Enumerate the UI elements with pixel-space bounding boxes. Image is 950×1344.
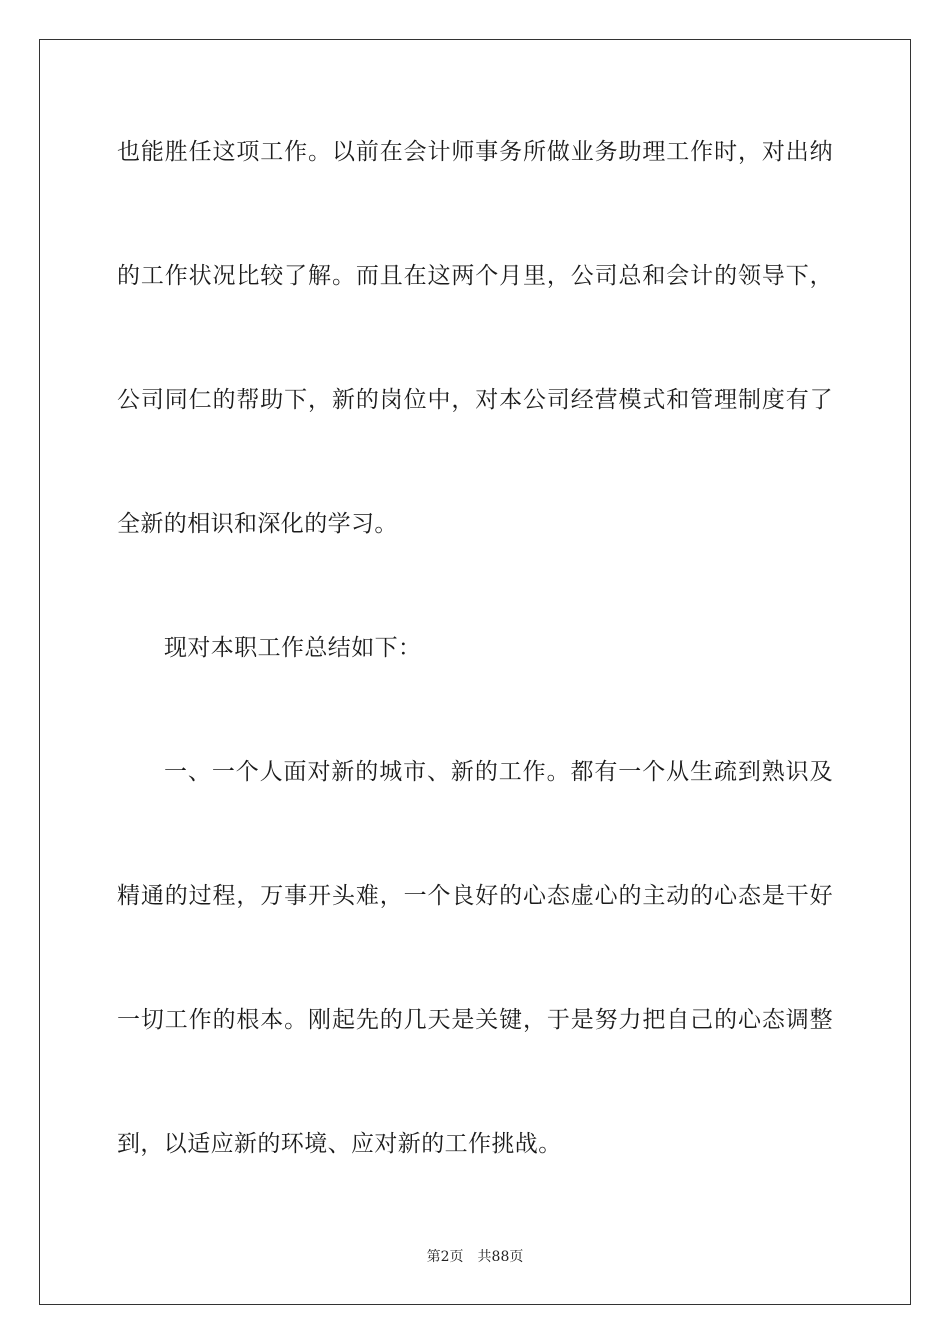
body-text-line: 一、一个人面对新的城市、新的工作。都有一个从生疏到熟识及 <box>164 759 833 785</box>
page-total: 共88页 <box>477 1249 524 1265</box>
body-text-line: 也能胜任这项工作。以前在会计师事务所做业务助理工作时，对出纳 <box>117 139 833 165</box>
page-border <box>39 39 911 1305</box>
body-text-line: 公司同仁的帮助下，新的岗位中，对本公司经营模式和管理制度有了 <box>117 387 833 413</box>
body-text-line: 到，以适应新的环境、应对新的工作挑战。 <box>117 1131 562 1157</box>
body-text-line: 精通的过程，万事开头难，一个良好的心态虚心的主动的心态是干好 <box>117 883 833 909</box>
page-footer <box>0 1248 950 1266</box>
body-text-line: 一切工作的根本。刚起先的几天是关键，于是努力把自己的心态调整 <box>117 1007 833 1033</box>
page-number: 第2页 <box>426 1249 464 1265</box>
body-text-line: 全新的相识和深化的学习。 <box>117 511 398 537</box>
body-text-line: 的工作状况比较了解。而且在这两个月里，公司总和会计的领导下， <box>117 263 833 289</box>
section-intro-line: 现对本职工作总结如下： <box>164 635 422 661</box>
